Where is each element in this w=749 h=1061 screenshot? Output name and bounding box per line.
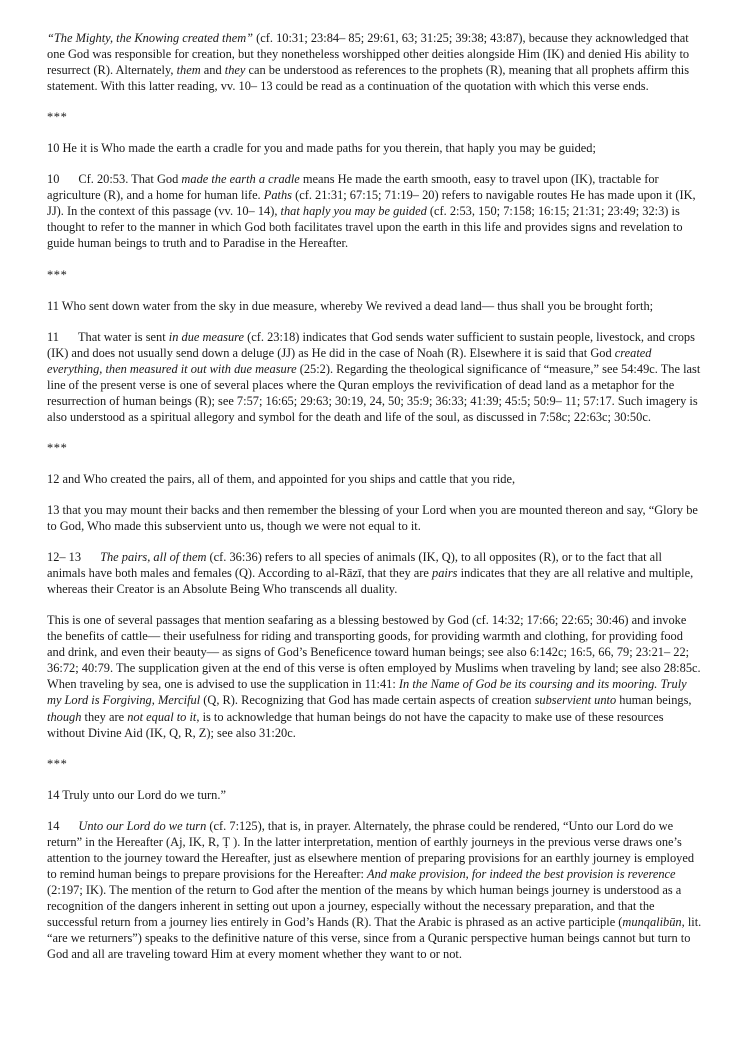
- body-text: human beings,: [616, 693, 692, 708]
- quoted-phrase: And make provision, for indeed the best provision is reverence: [367, 866, 676, 881]
- section-separator: ***: [47, 756, 68, 771]
- verse-text-11: [47, 298, 702, 314]
- body-text: (cf. 2:53, 150; 7:158; 16:15; 21:31; 23:49; 32:3) is thought to refer to the manner in which God both facilitates travel upon the earth in this life and provides signs and revelation to guide human beings to truth and to Paradise in the Hereafter.: [47, 204, 683, 251]
- body-text: (cf. 36:36) refers to all species of animals (IK, Q), to all opposites (R), or to the fact that all animals have both males and females (Q). According to al-Rāzī, that they are: [47, 550, 662, 581]
- verse-text-13: [47, 502, 702, 534]
- body-text: lit. “are we returners”) speaks to the definitive nature of this verse, since from a Quranic perspective human beings cannot but turn to God and all are traveling toward Him at every moment whether they want to or not.: [47, 914, 702, 962]
- quoted-phrase: though: [47, 709, 82, 724]
- quoted-phrase: in due measure: [168, 329, 245, 344]
- quoted-phrase: created everything, then measured it out with due measure: [47, 345, 652, 376]
- commentary-paragraph-10: [47, 171, 702, 251]
- body-text: 12 and Who created the pairs, all of them, and appointed for you ships and cattle that you ride,: [47, 471, 516, 486]
- commentary-paragraph: [47, 612, 702, 740]
- verse-text-12: [47, 471, 702, 487]
- commentary-verse-number: 11: [47, 329, 59, 344]
- commentary-paragraph-11: [47, 329, 702, 425]
- body-text: (Q, R). Recognizing that God has made certain aspects of creation: [200, 693, 535, 708]
- quoted-phrase: pairs: [432, 566, 458, 581]
- body-text: 14 Truly unto our Lord do we turn.”: [47, 787, 226, 802]
- body-text: means He made the earth smooth, easy to travel upon (IK), tractable for agriculture (R), and a home for human life.: [47, 172, 659, 203]
- section-separator: ***: [47, 440, 68, 455]
- commentary-verse-number: 12– 13: [47, 550, 82, 565]
- commentary-paragraph: [47, 30, 702, 94]
- body-text: (2:197; IK). The mention of the return to God after the mention of the means by which human beings journey is understood as a recognition of the dangers inherent in setting out upon a journey, especially without the necessary preparation, and that the successful return from a journey lies entirely in God’s Hands (R). That the Arabic is phrased as an active participle (: [47, 882, 682, 929]
- body-text: (cf. 23:18) indicates that God sends water sufficient to sustain people, livestock, and crops (IK) and does not usually send down a deluge (JJ) as He did in the case of Noah (R). Elsewhere it is said that God: [47, 329, 695, 360]
- body-text: (cf. 7:125), that is, in prayer. Alternately, the phrase could be rendered, “Unto our Lord do we return” in the Hereafter (Aj, IK, R, Ṭ ). In the latter interpretation, mention of earthly journeys in the previous verse draws one’s attention to the journey toward the Hereafter, just as elsewhere mention of preparing provisions for an earthly journey is employed to remind human beings to prepare provisions for the Hereafter:: [47, 818, 695, 881]
- body-text: is to acknowledge that human beings do not have the capacity to make use of these resources without Divine Aid (IK, Q, R, Z); see also 31:20c.: [47, 709, 664, 740]
- body-text: 10 He it is Who made the earth a cradle for you and made paths for you therein, that haply you may be guided;: [47, 141, 596, 156]
- quoted-phrase: that haply you may be guided: [280, 204, 427, 219]
- indent-spacer: [59, 818, 78, 834]
- quoted-phrase: subservient unto: [534, 693, 617, 708]
- section-separator: ***: [47, 267, 68, 282]
- quoted-phrase: them: [176, 63, 201, 78]
- quoted-phrase: they: [224, 63, 246, 78]
- quoted-phrase: Paths: [263, 188, 292, 203]
- indent-spacer: [59, 329, 78, 345]
- section-separator: ***: [47, 110, 68, 125]
- quoted-phrase: The pairs, all of them: [100, 550, 207, 565]
- body-text: and: [200, 63, 225, 78]
- body-text: they are: [81, 709, 128, 724]
- quoted-phrase: Unto our Lord do we turn: [78, 818, 207, 833]
- document-text-column: [47, 30, 702, 977]
- commentary-paragraph-12-13: [47, 549, 702, 597]
- body-text: This is one of several passages that mention seafaring as a blessing bestowed by God (cf. 14:32; 17:66; 22:65; 30:46) and invoke the benefits of cattle— their usefulness for riding and transporting goods, for providing warmth and clothing, for providing food and drink, and even their beauty— as signs of God’s Beneficence toward human beings; see also 6:142c; 16:5, 66, 79; 23:21– 22; 36:72; 40:79. The supplication given at the end of this verse is often employed by Muslims when traveling by land; see also 28:85c. When traveling by sea, one is advised to use the supplication in 11:41:: [47, 613, 701, 692]
- quoted-phrase: not equal to it,: [127, 709, 200, 724]
- body-text: 11 Who sent down water from the sky in due measure, whereby We revived a dead land— thus shall you be brought forth;: [47, 298, 654, 313]
- quoted-phrase: In the Name of God be its coursing and its mooring. Truly my Lord is Forgiving, Merciful: [47, 677, 687, 708]
- body-text: (cf. 21:31; 67:15; 71:19– 20) refers to navigable routes He has made upon it (IK, JJ). In the context of this passage (vv. 10– 14),: [47, 188, 696, 219]
- body-text: (cf. 10:31; 23:84– 85; 29:61, 63; 31:25; 39:38; 43:87), because they acknowledged that one God was responsible for creation, but they nonetheless worshipped other deities alongside Him (IK) and denied His ability to resurrect (R). Alternately,: [47, 31, 690, 78]
- body-text: 13 that you may mount their backs and then remember the blessing of your Lord when you are mounted thereon and say, “Glory be to God, Who made this subservient unto us, though we were not equal to it.: [47, 502, 698, 534]
- verse-text-10: [47, 140, 702, 156]
- commentary-verse-number: 14: [47, 818, 60, 833]
- body-text: (25:2). Regarding the theological significance of “measure,” see 54:49c. The last line of the present verse is one of several places where the Quran employs the revivification of dead land as a metaphor for the resurrection of human beings (R); see 7:57; 16:65; 29:63; 30:19, 24, 50; 35:9; 36:33; 41:39; 45:5; 50:9– 11; 57:17. Such imagery is also understood as a spiritual allegory and symbol for the death and life of the soul, as discussed in 7:58c; 22:63c; 30:50c.: [47, 361, 701, 424]
- body-text: That water is sent: [77, 329, 169, 344]
- quoted-phrase: made the earth a cradle: [181, 172, 300, 187]
- body-text: Cf. 20:53. That God: [78, 172, 182, 187]
- verse-text-14: [47, 787, 702, 803]
- body-text: can be understood as references to the prophets (R), meaning that all prophets affirm this statement. With this latter reading, vv. 10– 13 could be read as a continuation of the quotation with which this verse ends.: [47, 63, 690, 94]
- quoted-phrase: munqalibūn,: [622, 914, 685, 929]
- commentary-paragraph-14: [47, 818, 702, 962]
- body-text: indicates that they are all relative and multiple, whereas their Creator is an Absolute Being Who transcends all duality.: [47, 566, 694, 597]
- commentary-verse-number: 10: [47, 172, 60, 187]
- indent-spacer: [81, 549, 100, 565]
- quoted-phrase: “The Mighty, the Knowing created them”: [47, 31, 254, 45]
- indent-spacer: [59, 171, 78, 187]
